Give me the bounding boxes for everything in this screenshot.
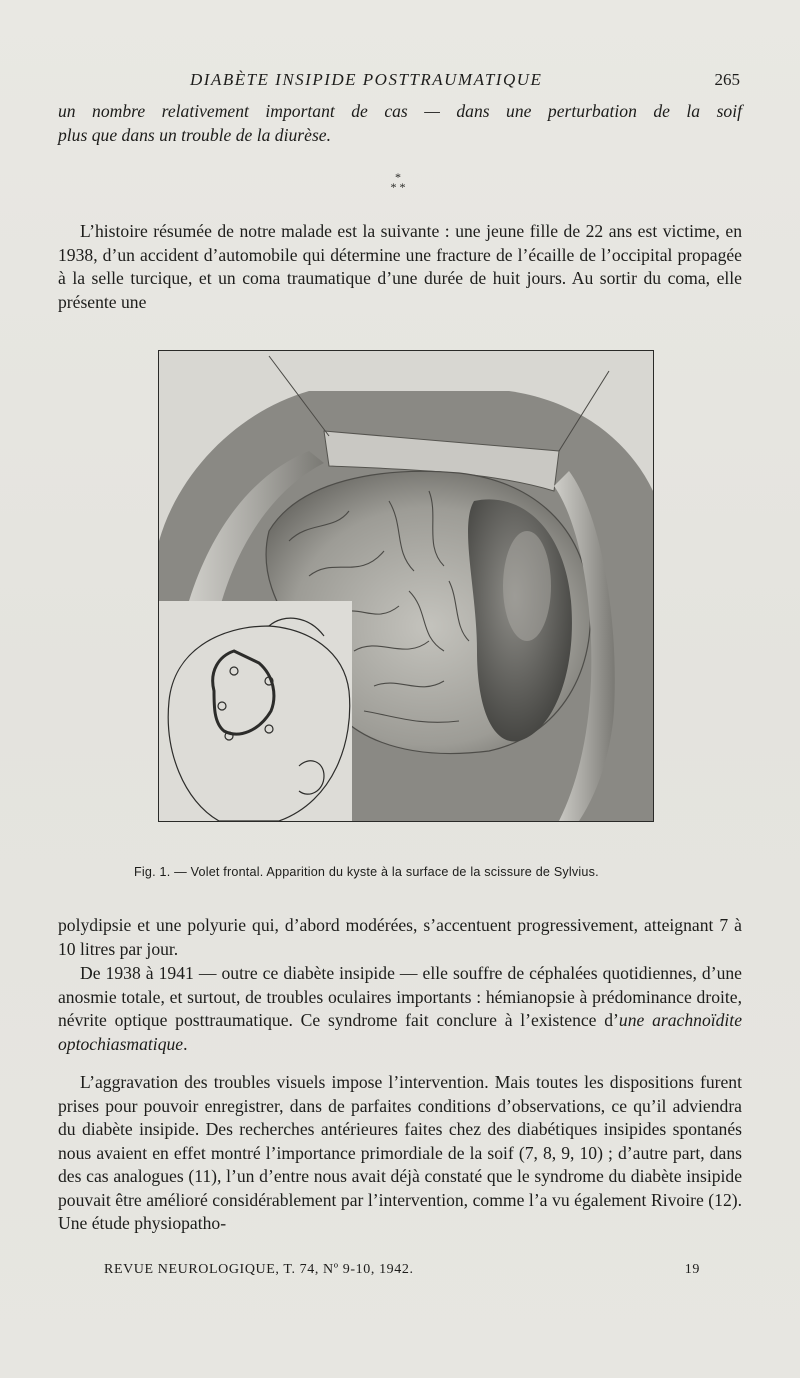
intro-paragraph xyxy=(58,100,742,147)
asterism: * * * xyxy=(390,170,406,194)
brain-illustration-drawing xyxy=(159,351,653,821)
page-footer xyxy=(104,1262,700,1284)
figure-caption-text: Volet frontal. Apparition du kyste à la surface de la scissure de Sylvius. xyxy=(190,865,599,879)
body-paragraph-3: L’aggravation des troubles visuels impose l’intervention. Mais toutes les dispositions furent prises pour pouvoir enregistrer, dans de parfaites conditions d’observations, ce qu’il adviendra du diabète insipide. Des recherches antérieures faites chez des diabétiques insipides spontanés nous avaient en effet montré l’importance primordiale de la soif (7, 8, 9, 10) ; d’autre part, dans des cas analogues (11), l’un d’entre nous avait déjà constaté que le syndrome du diabète insipide pouvait être amélioré considérablement par l’intervention, comme l’a vu également Rivoire (12). Une étude physiopatho- xyxy=(58,1072,742,1233)
body-paragraph-2-italic: une arachnoïdite optochiasmatique xyxy=(58,1010,743,1054)
running-head xyxy=(60,70,740,92)
body-paragraph-2 xyxy=(58,962,742,1056)
intro-line-2: plus que dans un trouble de la diurèse. xyxy=(58,124,332,145)
body-paragraph-2-text: De 1938 à 1941 — outre ce diabète insipide — elle souffre de céphalées quotidiennes, d’une anosmie totale, et surtout, de troubles oculaires importants : hémianopsie à prédominance droite, névrite optique posttraumatique. Ce syndrome fait conclure à l’existence d’ xyxy=(58,963,742,1030)
figure-caption xyxy=(134,865,694,879)
figure-caption-label: Fig. 1. — xyxy=(134,865,187,879)
journal-citation: REVUE NEUROLOGIQUE, T. 74, Nº 9-10, 1942. xyxy=(104,1262,414,1277)
body-paragraph-1: polydipsie et une polyurie qui, d’abord modérées, s’accentuent progressivement, atteignant 7 à 10 litres par jour. xyxy=(58,915,742,959)
story-paragraph: L’histoire résumée de notre malade est la suivante : une jeune fille de 22 ans est victime, en 1938, d’un accident d’automobile qui détermine une fracture de l’écaille de l’occipital propagée à la selle turcique, et un coma traumatique d’une durée de huit jours. Au sortir du coma, elle présente une xyxy=(58,221,742,312)
sheet-number: 19 xyxy=(684,1262,700,1277)
intro-line-1: un nombre relativement important de cas — dans une perturbation de la soif xyxy=(58,101,742,121)
page-number: 265 xyxy=(714,70,740,89)
body-paragraph-2-end: . xyxy=(183,1033,188,1054)
running-title: DIABÈTE INSIPIDE POSTTRAUMATIQUE xyxy=(190,70,543,89)
figure-brain-illustration xyxy=(158,350,654,822)
